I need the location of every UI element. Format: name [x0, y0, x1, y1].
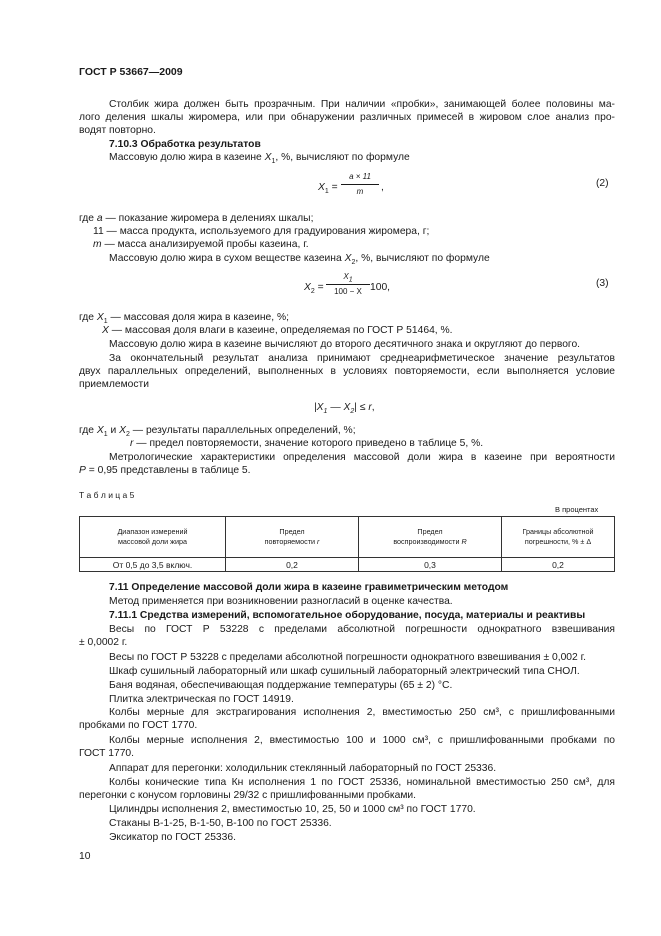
formula-intro-x1: Массовую долю жира в казеине $X_1$, %, вычисляют по формуле	[109, 152, 410, 166]
paragraph-line: двух параллельных определений, выполненных в условиях повторяемости, если выполняется условие	[79, 366, 615, 377]
fraction-bar	[326, 284, 370, 285]
formula-intro-x2: Массовую долю жира в сухом веществе казеина $X_2$, %, вычисляют по формуле	[109, 253, 490, 267]
legend-line: где $X_1$ и $X_2$ — результаты параллельных определений, %;	[79, 425, 356, 439]
legend-line: X — массовая доля влаги в казеине, определяемая по ГОСТ Р 51464, %.	[102, 325, 453, 336]
paragraph-line: Метрологические характеристики определения массовой доли жира в казеине при вероятности	[109, 452, 615, 463]
paragraph-line: За окончательный результат анализа принимают среднеарифметическое значение результатов	[109, 353, 615, 364]
table-cell: 0,3	[359, 558, 502, 572]
list-item: Колбы конические типа Кн исполнения 1 по ГОСТ 25336, номинальной вместимостью 250 см³, для	[109, 777, 615, 788]
paragraph-line: приемлемости	[79, 379, 150, 390]
table-header-cell: Предел воспроизводимости R	[359, 517, 502, 558]
paragraph-line: лого деления шкалы жиромера, или при обнаружении различных примесей в жировом слое анализ про-	[79, 112, 615, 123]
legend-line: 11 — масса продукта, используемого для градуирования жиромера, г;	[93, 226, 430, 237]
fraction-denominator: m	[356, 187, 364, 196]
page-header: ГОСТ Р 53667—2009	[79, 66, 183, 78]
table-header-row	[80, 517, 615, 558]
fraction-bar	[341, 184, 379, 185]
table-units: В процентах	[555, 505, 599, 514]
list-item: Аппарат для перегонки: холодильник стеклянный лабораторный по ГОСТ 25336.	[109, 763, 497, 774]
document-page: ГОСТ Р 53667—2009 Столбик жира должен быть прозрачным. При наличии «пробки», занимающей более половины ма- лого деления шкалы жиромера, или при обнаружении различных примесей в жировом слое анализ про- водят повторно. 7.10.3 Обработка результатов Массовую долю жира в казеине $X_1$, %, вычисляют по формуле $X_1$ = a × 11 m , (2) где a — показание жиромера в делениях шкалы; 11 — масса продукта, используемого для градуирования жиромера, г; m — масса анализируемой пробы казеина, г. Массовую долю жира в сухом веществе казеина $X_2$, %, вычисляют по формуле $X_2$ = $X_1$ 100 − X 100, (3) где $X_1$ — массовая доля жира в казеине, %; X — массовая доля влаги в казеине, определяемая по ГОСТ Р 51464, %. Массовую долю жира в казеине вычисляют до второго десятичного знака и округляют до первого. За окончательный результат анализа принимают среднеарифметическое значение результатов двух параллельных определений, выполненных в условиях повторяемости, если выполняется условие приемлемости $|X_1$ — $X_2| \le r$, где $X_1$ и $X_2$ — результаты параллельных определений, %; r — предел повторяемости, значение которого приведено в таблице 5, %. Метрологические характеристики определения массовой доли жира в казеине при вероятности P = 0,95 представлены в таблице 5. Т а б л и ц а 5 В процентах Диапазон измерений массовой доли жира Предел повторяемости r Предел воспроизводимости R Границы абсолютной погрешности, % ± Δ От 0,5 до 3,5 включ. 0,2 0,3 0,2 7.11 Определение массовой доли жира в казеине гравиметрическим методом Метод применяется при возникновении разногласий в оценке качества. 7.11.1 Средства измерений, вспомогательное оборудование, посуда, материалы и реактивы Весы по ГОСТ Р 53228 с пределами абсолютной погрешности однократного взвешивания ± 0,0002 г. Весы по ГОСТ Р 53228 с пределами абсолютной погрешности однократного взвешивания ± 0,002 г. Шкаф сушильный лабораторный или шкаф сушильный лабораторный электрический типа СНОЛ. Баня водяная, обеспечивающая поддержание температуры (65 ± 2) °С. Плитка электрическая по ГОСТ 14919. Колбы мерные для экстрагирования исполнения 2, вместимостью 250 см³, с пришлифованными пробками по ГОСТ 1770. Колбы мерные исполнения 2, вместимостью 100 и 1000 см³, с пришлифованными пробками по ГОСТ 1770. Аппарат для перегонки: холодильник стеклянный лабораторный по ГОСТ 25336. Колбы конические типа Кн исполнения 1 по ГОСТ 25336, номинальной вместимостью 250 см³, для перегонки с конусом горловины 29/32 с пришлифованными пробками. Цилиндры исполнения 2, вместимостью 10, 25, 50 и 1000 см³ по ГОСТ 1770. Стаканы В-1-25, В-1-50, В-100 по ГОСТ 25336. Эксикатор по ГОСТ 25336. 10	[79, 66, 615, 862]
table-cell: От 0,5 до 3,5 включ.	[80, 558, 226, 572]
table-cell: 0,2	[502, 558, 615, 572]
table-row	[80, 558, 615, 572]
table-caption: Т а б л и ц а 5	[79, 490, 135, 500]
list-item: Цилиндры исполнения 2, вместимостью 10, 25, 50 и 1000 см³ по ГОСТ 1770.	[109, 804, 476, 815]
legend-line: m — масса анализируемой пробы казеина, г.	[93, 239, 309, 250]
list-item: Эксикатор по ГОСТ 25336.	[109, 832, 236, 843]
list-item: Шкаф сушильный лабораторный или шкаф сушильный лабораторный электрический типа СНОЛ.	[109, 666, 580, 677]
table-header-cell: Границы абсолютной погрешности, % ± Δ	[502, 517, 615, 558]
list-item: Весы по ГОСТ Р 53228 с пределами абсолютной погрешности однократного взвешивания ± 0,002 г.	[109, 652, 586, 663]
list-item: Баня водяная, обеспечивающая поддержание температуры (65 ± 2) °С.	[109, 680, 453, 691]
list-item: ± 0,0002 г.	[79, 637, 128, 648]
paragraph-line: Столбик жира должен быть прозрачным. При наличии «пробки», занимающей более половины ма-	[109, 99, 615, 110]
paragraph-line: Метод применяется при возникновении разногласий в оценке качества.	[109, 596, 453, 607]
table-header-cell: Диапазон измерений массовой доли жира	[80, 517, 226, 558]
paragraph-line: Массовую долю жира в казеине вычисляют до второго десятичного знака и округляют до первого.	[109, 339, 581, 350]
legend-line: где a — показание жиромера в делениях шкалы;	[79, 213, 314, 224]
section-heading-7-10-3: 7.10.3 Обработка результатов	[109, 139, 261, 150]
fraction-numerator: $X_1$	[343, 272, 353, 284]
acceptability-condition: $|X_1$ — $X_2| \le r$,	[314, 402, 375, 416]
equation-number: (3)	[596, 278, 609, 289]
list-item: пробками по ГОСТ 1770.	[79, 720, 198, 731]
section-heading-7-11-1: 7.11.1 Средства измерений, вспомогательное оборудование, посуда, материалы и реактивы	[109, 610, 586, 621]
table-header-cell: Предел повторяемости r	[226, 517, 359, 558]
legend-line: r — предел повторяемости, значение которого приведено в таблице 5, %.	[130, 438, 484, 449]
list-item: Плитка электрическая по ГОСТ 14919.	[109, 694, 294, 705]
legend-line: где $X_1$ — массовая доля жира в казеине, %;	[79, 312, 289, 326]
paragraph-line: P = 0,95 представлены в таблице 5.	[79, 465, 251, 476]
equation-number: (2)	[596, 178, 609, 189]
list-item: ГОСТ 1770.	[79, 748, 135, 759]
paragraph-line: водят повторно.	[79, 125, 156, 136]
list-item: Стаканы В-1-25, В-1-50, В-100 по ГОСТ 25336.	[109, 818, 332, 829]
section-heading-7-11: 7.11 Определение массовой доли жира в казеине гравиметрическим методом	[109, 582, 509, 593]
list-item: Колбы мерные исполнения 2, вместимостью 100 и 1000 см³, с пришлифованными пробками по	[109, 735, 615, 746]
list-item: перегонки с конусом горловины 29/32 с пришлифованными пробками.	[79, 790, 417, 801]
list-item: Колбы мерные для экстрагирования исполнения 2, вместимостью 250 см³, с пришлифованными	[109, 707, 615, 718]
table-cell: 0,2	[226, 558, 359, 572]
page-number: 10	[79, 851, 91, 862]
list-item: Весы по ГОСТ Р 53228 с пределами абсолютной погрешности однократного взвешивания	[109, 624, 615, 635]
table-5	[79, 516, 615, 572]
fraction-numerator: a × 11	[349, 172, 371, 181]
fraction-denominator: 100 − X	[334, 287, 362, 296]
